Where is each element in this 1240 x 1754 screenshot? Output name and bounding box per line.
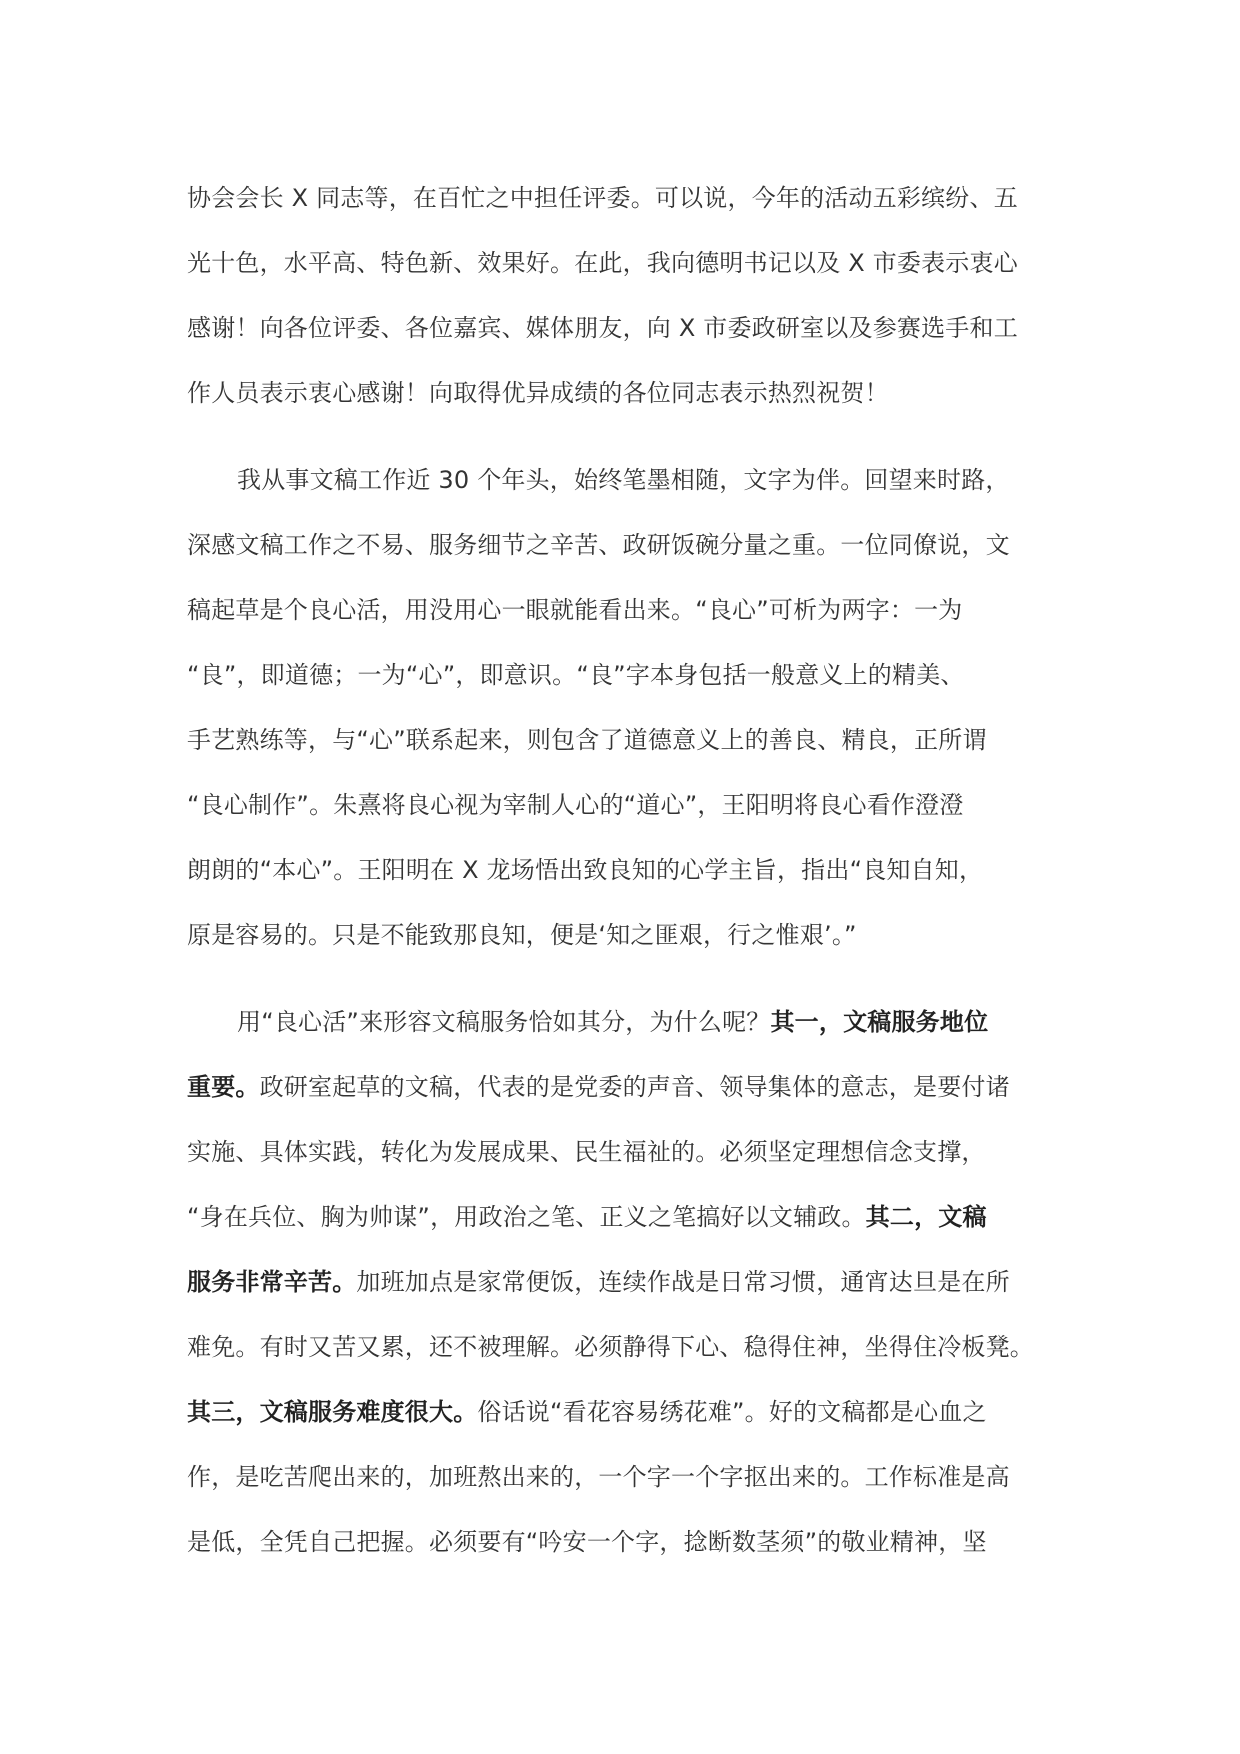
text-line [187,448,1067,513]
text-line [187,1185,1067,1250]
text-line [187,166,1067,231]
text-run: 政研室起草的文稿，代表的是党委的声音、领导集体的意志，是要付诸 [259,1073,1010,1101]
text-line [187,990,1067,1055]
paragraph-1 [187,166,1067,426]
text-run: 光十色，水平高、特色新、效果好。在此，我向德明书记以及 X 市委表示衷心 [187,249,1018,277]
bold-heading-run: 其三，文稿服务难度很大。 [187,1398,478,1426]
text-line [187,1380,1067,1445]
bold-heading-run: 服务非常辛苦。 [187,1268,357,1296]
text-run: 朗朗的“本心”。王阳明在 X 龙场悟出致良知的心学主旨，指出“良知自知， [187,856,984,884]
text-run: 俗话说“看花容易绣花难”。好的文稿都是心血之 [477,1398,987,1426]
text-line [187,1250,1067,1315]
text-line [187,296,1067,361]
bold-heading-run: 其一，文稿服务地位 [770,1008,989,1036]
text-run: 作，是吃苦爬出来的，加班熬出来的，一个字一个字抠出来的。工作标准是高 [187,1463,1010,1491]
text-run: 协会会长 X 同志等，在百忙之中担任评委。可以说，今年的活动五彩缤纷、五 [187,184,1018,212]
text-run: 用“良心活”来形容文稿服务恰如其分，为什么呢？ [237,1008,771,1036]
text-run: 加班加点是家常便饭，连续作战是日常习惯，通宵达旦是在所 [356,1268,1010,1296]
document-page [187,166,1067,1597]
text-line [187,903,1067,968]
text-run: 难免。有时又苦又累，还不被理解。必须静得下心、稳得住神，坐得住冷板凳。 [187,1333,1034,1361]
text-line [187,1120,1067,1185]
text-line [187,773,1067,838]
text-line [187,838,1067,903]
text-run: 原是容易的。只是不能致那良知，便是‘知之匪艰，行之惟艰’。” [187,921,857,949]
text-run: 我从事文稿工作近 30 个年头，始终笔墨相随，文字为伴。回望来时路， [237,466,1010,494]
paragraph-2 [187,448,1067,968]
text-line [187,513,1067,578]
text-line [187,1055,1067,1120]
text-run: 深感文稿工作之不易、服务细节之辛苦、政研饭碗分量之重。一位同僚说，文 [187,531,1010,559]
text-line [187,361,1067,426]
text-line [187,708,1067,773]
text-line [187,1445,1067,1510]
paragraph-3 [187,990,1067,1575]
text-run: 是低，全凭自己把握。必须要有“吟安一个字，捻断数茎须”的敬业精神，坚 [187,1528,987,1556]
text-line [187,1315,1067,1380]
text-line [187,1510,1067,1575]
text-run: 感谢！向各位评委、各位嘉宾、媒体朋友，向 X 市委政研室以及参赛选手和工 [187,314,1018,342]
text-line [187,231,1067,296]
text-line [187,643,1067,708]
text-run: 手艺熟练等，与“心”联系起来，则包含了道德意义上的善良、精良，正所谓 [187,726,987,754]
text-line [187,578,1067,643]
text-run: 稿起草是个良心活，用没用心一眼就能看出来。“良心”可析为两字：一为 [187,596,963,624]
text-run: “良心制作”。朱熹将良心视为宰制人心的“道心”，王阳明将良心看作澄澄 [187,791,964,819]
text-run: 作人员表示衷心感谢！向取得优异成绩的各位同志表示热烈祝贺！ [187,379,889,407]
bold-heading-run: 其二，文稿 [865,1203,987,1231]
text-run: 实施、具体实践，转化为发展成果、民生福祉的。必须坚定理想信念支撑， [187,1138,986,1166]
bold-heading-run: 重要。 [187,1073,260,1101]
text-run: “身在兵位、胸为帅谋”，用政治之笔、正义之笔搞好以文辅政。 [187,1203,866,1231]
text-run: “良”，即道德；一为“心”，即意识。“良”字本身包括一般意义上的精美、 [187,661,965,689]
